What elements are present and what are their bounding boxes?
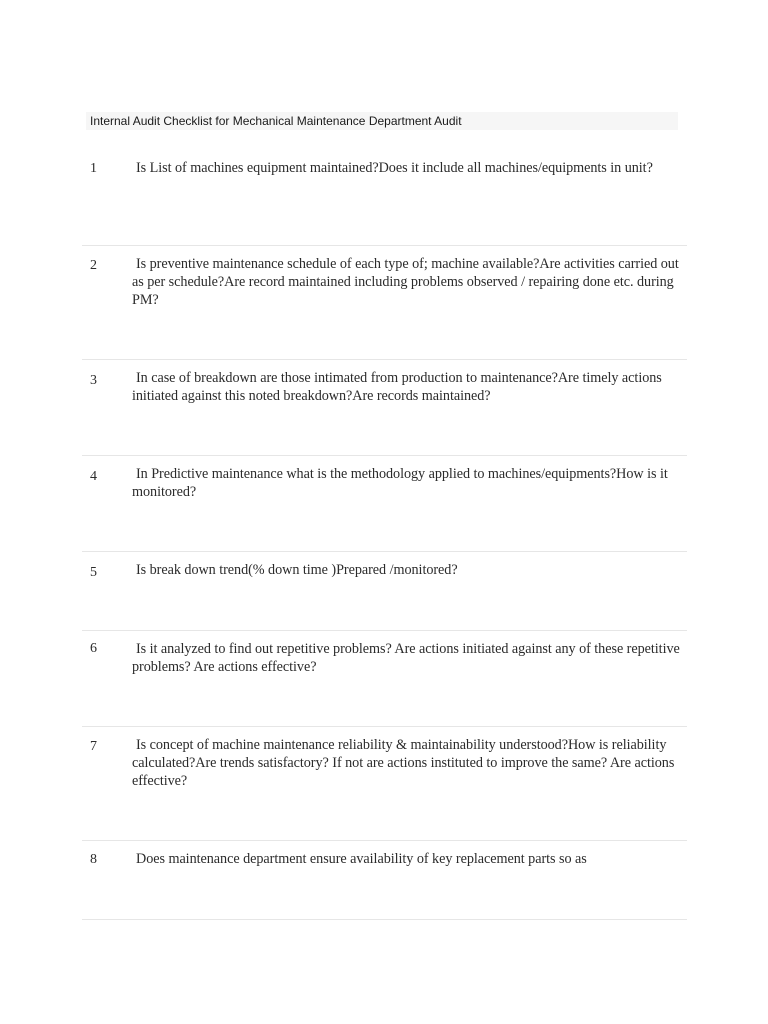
item-number: 3 <box>90 373 97 388</box>
checklist-item <box>82 150 687 246</box>
item-text: Is preventive maintenance schedule of each type of; machine available?Are activities carried out as per schedule?Are record maintained including problems observed / repairing done etc. during PM? <box>132 256 679 309</box>
item-number: 8 <box>90 852 97 867</box>
document-title: Internal Audit Checklist for Mechanical Maintenance Department Audit <box>86 112 678 130</box>
item-text: Is break down trend(% down time )Prepared /monitored? <box>136 562 458 578</box>
item-number: 6 <box>90 641 97 656</box>
item-number: 5 <box>90 565 97 580</box>
item-text: Is it analyzed to find out repetitive problems? Are actions initiated against any of these repetitive problems? Are actions effective? <box>132 641 680 676</box>
item-number: 1 <box>90 161 97 176</box>
checklist-item <box>82 727 687 841</box>
item-text: Does maintenance department ensure availability of key replacement parts so as <box>136 851 587 867</box>
checklist-item <box>82 552 687 631</box>
checklist-item <box>82 456 687 552</box>
item-text: In Predictive maintenance what is the methodology applied to machines/equipments?How is it monitored? <box>132 466 668 501</box>
checklist-item <box>82 631 687 727</box>
item-number: 7 <box>90 739 97 754</box>
item-number: 4 <box>90 469 97 484</box>
item-number: 2 <box>90 258 97 273</box>
checklist-item <box>82 360 687 456</box>
checklist-item <box>82 841 687 920</box>
item-text: Is List of machines equipment maintained?Does it include all machines/equipments in unit? <box>136 160 653 176</box>
checklist-item <box>82 246 687 360</box>
item-text: In case of breakdown are those intimated from production to maintenance?Are timely actions initiated against this noted breakdown?Are records maintained? <box>132 370 662 405</box>
item-text: Is concept of machine maintenance reliability & maintainability understood?How is reliability calculated?Are trends satisfactory? If not are actions instituted to improve the same? Are actions effective? <box>132 737 675 790</box>
